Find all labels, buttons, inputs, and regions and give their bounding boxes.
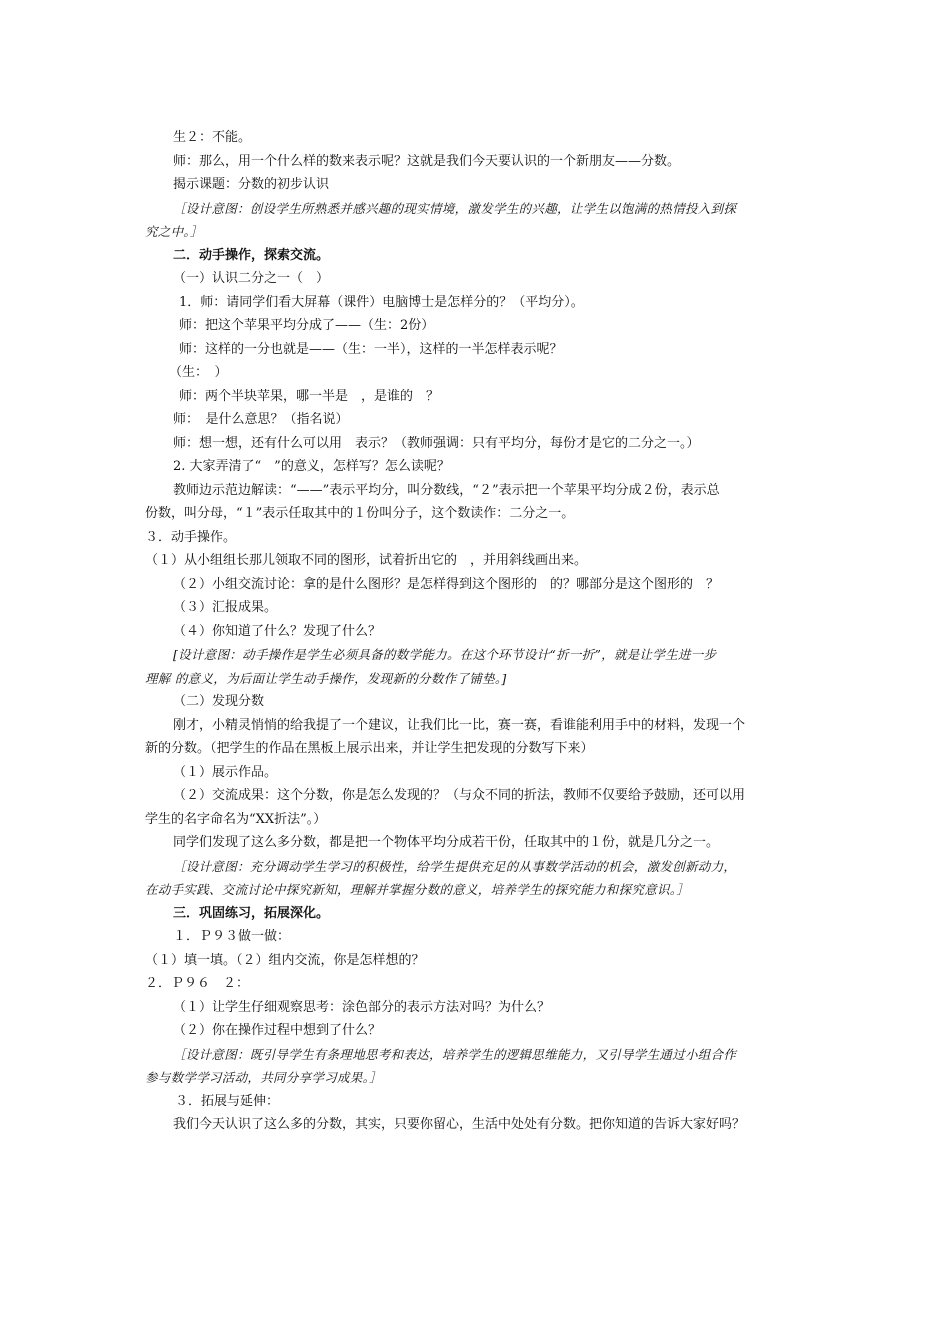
dialogue-line: 师：那么，用一个什么样的数来表示呢？这就是我们今天要认识的一个新朋友——分数。	[173, 153, 681, 169]
list-item: （２）你在操作过程中想到了什么？	[173, 1023, 382, 1038]
step-heading: １．Ｐ９３做一做：	[173, 929, 291, 944]
dialogue-line: 师：这样的一分也就是——（生：一半），这样的一半怎样表示呢？	[179, 341, 563, 357]
list-item: 学生的名字命名为“XX折法”。）	[145, 811, 327, 827]
dialogue-line: 师：两个半块苹果，哪一半是 ，是谁的 ？	[179, 388, 440, 404]
design-note: 理解 的意义，为后面让学生动手操作，发现新的分数作了铺垫。]	[145, 670, 507, 686]
paragraph-line: 教师边示范边解读：“——”表示平均分，叫分数线，“２”表示把一个苹果平均分成２份，表示总	[173, 482, 720, 498]
subsection-heading: （一）认识二分之一（ ）	[173, 271, 330, 286]
dialogue-line: 师： 是什么意思？（指名说）	[173, 412, 349, 427]
design-note: 在动手实践、交流讨论中探究新知，理解并掌握分数的意义，培养学生的探究能力和探究意识。］	[145, 882, 690, 897]
design-note: [设计意图：动手操作是学生必须具备的数学能力。在这个环节设计“折一折”，就是让学生进一步	[173, 647, 717, 662]
subsection-heading: （二）发现分数	[173, 694, 265, 709]
design-note: ［设计意图：既引导学生有条理地思考和表达，培养学生的逻辑思维能力，又引导学生通过小组合作	[173, 1046, 737, 1062]
step-heading: ２．Ｐ９６ ２：	[145, 976, 250, 991]
paragraph-line: 刚才，小精灵悄悄的给我提了一个建议，让我们比一比，赛一赛，看谁能利用手中的材料，发现一个	[173, 717, 746, 733]
section-heading-3: 三．巩固练习，拓展深化。	[173, 905, 330, 921]
list-item: （４）你知道了什么？发现了什么？	[173, 623, 382, 639]
dialogue-line: 师：想一想，还有什么可以用 表示？（教师强调：只有平均分，每份才是它的二分之一。）	[173, 435, 700, 451]
section-heading-2: 二．动手操作，探索交流。	[173, 247, 330, 263]
document-body	[145, 126, 810, 1137]
dialogue-line: 1．师：请同学们看大屏幕（课件）电脑博士是怎样分的？（平均分）。	[179, 294, 584, 310]
step-heading: ３．拓展与延伸：	[175, 1093, 280, 1109]
list-item: （２）小组交流讨论：拿的是什么图形？是怎样得到这个图形的 的？哪部分是这个图形的 ？	[173, 576, 720, 592]
dialogue-line: 师：把这个苹果平均分成了——（生：2份）	[179, 318, 435, 333]
dialogue-line: 2. 大家弄清了“ ”的意义，怎样写？怎么读呢？	[173, 459, 450, 474]
paragraph-line: 我们今天认识了这么多的分数，其实，只要你留心，生活中处处有分数。把你知道的告诉大家好吗？	[173, 1117, 746, 1132]
design-note: 究之中。］	[145, 224, 203, 239]
step-heading: ３．动手操作。	[145, 529, 237, 545]
list-item: （２）交流成果：这个分数，你是怎么发现的？（与众不同的折法，教师不仅要给予鼓励，还可以用	[173, 788, 746, 803]
design-note: ［设计意图：创设学生所熟悉并感兴趣的现实情境，激发学生的兴趣，让学生以饱满的热情投入到探	[173, 200, 737, 216]
list-item: （１）填一填。（２）组内交流，你是怎样想的？	[145, 952, 425, 968]
list-item: （１）展示作品。	[173, 764, 278, 780]
dialogue-line: 生２：不能。	[173, 130, 252, 145]
paragraph-line: 份数，叫分母，“１”表示任取其中的１份叫分子，这个数读作：二分之一。	[145, 506, 575, 521]
list-item: （１）让学生仔细观察思考：涂色部分的表示方法对吗？为什么？	[173, 999, 551, 1015]
paragraph-line: 新的分数。（把学生的作品在黑板上展示出来，并让学生把发现的分数写下来）	[145, 741, 594, 756]
paragraph-line: 同学们发现了这么多分数，都是把一个物体平均分成若干份，任取其中的１份，就是几分之一。	[173, 835, 720, 850]
list-item: （１）从小组组长那儿领取不同的图形，试着折出它的 ，并用斜线画出来。	[145, 553, 588, 568]
list-item: （３）汇报成果。	[173, 600, 278, 615]
lesson-topic: 揭示课题：分数的初步认识	[173, 177, 330, 192]
dialogue-line: （生： ）	[169, 365, 228, 380]
design-note: ［设计意图：充分调动学生学习的积极性，给学生提供充足的从事数学活动的机会，激发创新动力，	[173, 858, 737, 874]
design-note: 参与数学学习活动，共同分享学习成果。］	[145, 1070, 382, 1085]
